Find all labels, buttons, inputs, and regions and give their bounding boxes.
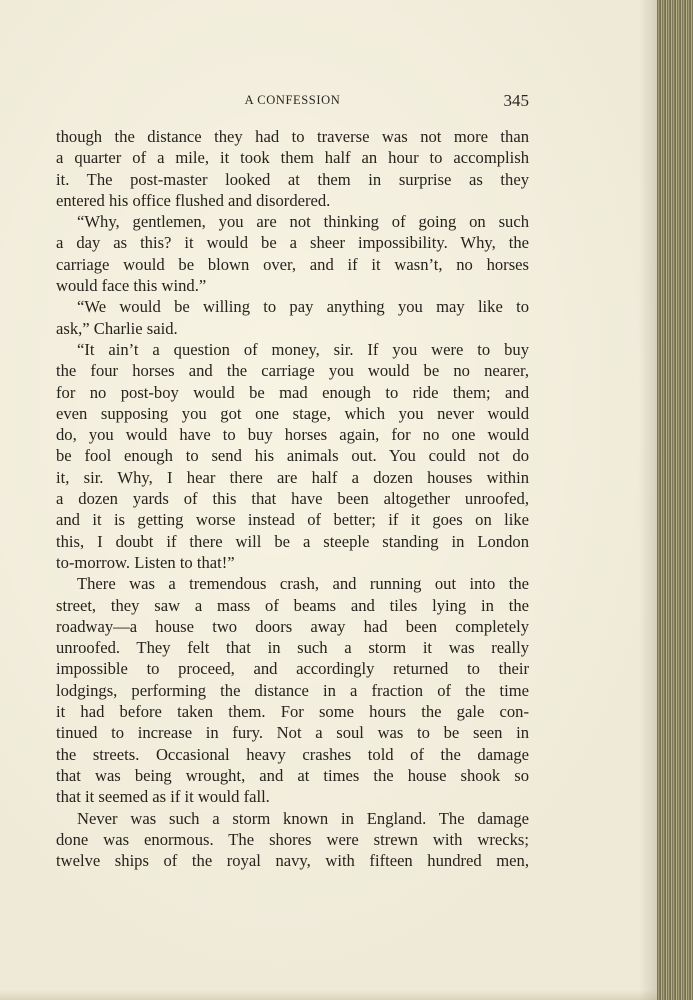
text-line: ask,” Charlie said. xyxy=(56,318,178,338)
text-line: carriage would be blown over, and if it wasn’t, no horses xyxy=(56,254,529,274)
text-line: a quarter of a mile, it took them half an hour to accomplish xyxy=(56,148,529,168)
text-line: would face this wind.” xyxy=(56,276,207,296)
text-line: unroofed. They felt that in such a storm it was really xyxy=(56,638,529,658)
text-line: “Why, gentlemen, you are not thinking of going on such xyxy=(77,212,529,232)
text-line: tinued to increase in fury. Not a soul was to be seen in xyxy=(56,723,529,743)
text-line: roadway—a house two doors away had been completely xyxy=(56,616,529,636)
text-line: There was a tremendous crash, and running out into the xyxy=(77,574,529,594)
text-line: be fool enough to send his animals out. You could not do xyxy=(56,446,529,466)
text-line: it had before taken them. For some hours the gale con- xyxy=(56,702,529,722)
text-line: and it is getting worse instead of better; if it goes on like xyxy=(56,510,529,530)
running-head-title: A CONFESSION xyxy=(244,93,341,107)
text-line: lodgings, performing the distance in a fraction of the time xyxy=(56,680,529,700)
text-line: that was being wrought, and at times the house shook so xyxy=(56,765,529,785)
text-line: though the distance they had to traverse was not more than xyxy=(56,127,529,146)
text-line: it, sir. Why, I hear there are half a dozen houses within xyxy=(56,467,529,487)
text-line: impossible to proceed, and accordingly returned to their xyxy=(56,659,529,679)
text-line: that it seemed as if it would fall. xyxy=(56,787,270,807)
text-line: a dozen yards of this that have been altogether unroofed, xyxy=(56,489,529,509)
text-line: it. The post-master looked at them in surprise as they xyxy=(56,169,529,189)
text-line: street, they saw a mass of beams and tiles lying in the xyxy=(56,595,529,615)
text-line: entered his office flushed and disordered. xyxy=(56,190,331,210)
text-line: “We would be willing to pay anything you may like to xyxy=(77,297,529,317)
text-line: even supposing you got one stage, which you never would xyxy=(56,403,529,423)
page-gutter-shadow xyxy=(639,0,657,1000)
text-line: done was enormous. The shores were strewn with wrecks; xyxy=(56,829,529,849)
text-line: this, I doubt if there will be a steeple standing in London xyxy=(56,531,529,551)
page-bottom-shading xyxy=(0,990,657,1000)
text-line: Never was such a storm known in England. The damage xyxy=(77,808,529,828)
text-line: for no post-boy would be mad enough to ride them; and xyxy=(56,382,529,402)
book-page-edges xyxy=(657,0,693,1000)
text-line: do, you would have to buy horses again, for no one would xyxy=(56,425,529,445)
text-line: to-morrow. Listen to that!” xyxy=(56,552,235,572)
text-line: a day as this? it would be a sheer impossibility. Why, the xyxy=(56,233,529,253)
text-line: the four horses and the carriage you would be no nearer, xyxy=(56,361,529,381)
text-line: “It ain’t a question of money, sir. If you were to buy xyxy=(77,339,529,359)
body-text xyxy=(56,126,529,871)
text-line: twelve ships of the royal navy, with fifteen hundred men, xyxy=(56,851,529,871)
text-line: the streets. Occasional heavy crashes told of the damage xyxy=(56,744,529,764)
page-number: 345 xyxy=(503,91,529,110)
running-head xyxy=(56,91,529,111)
